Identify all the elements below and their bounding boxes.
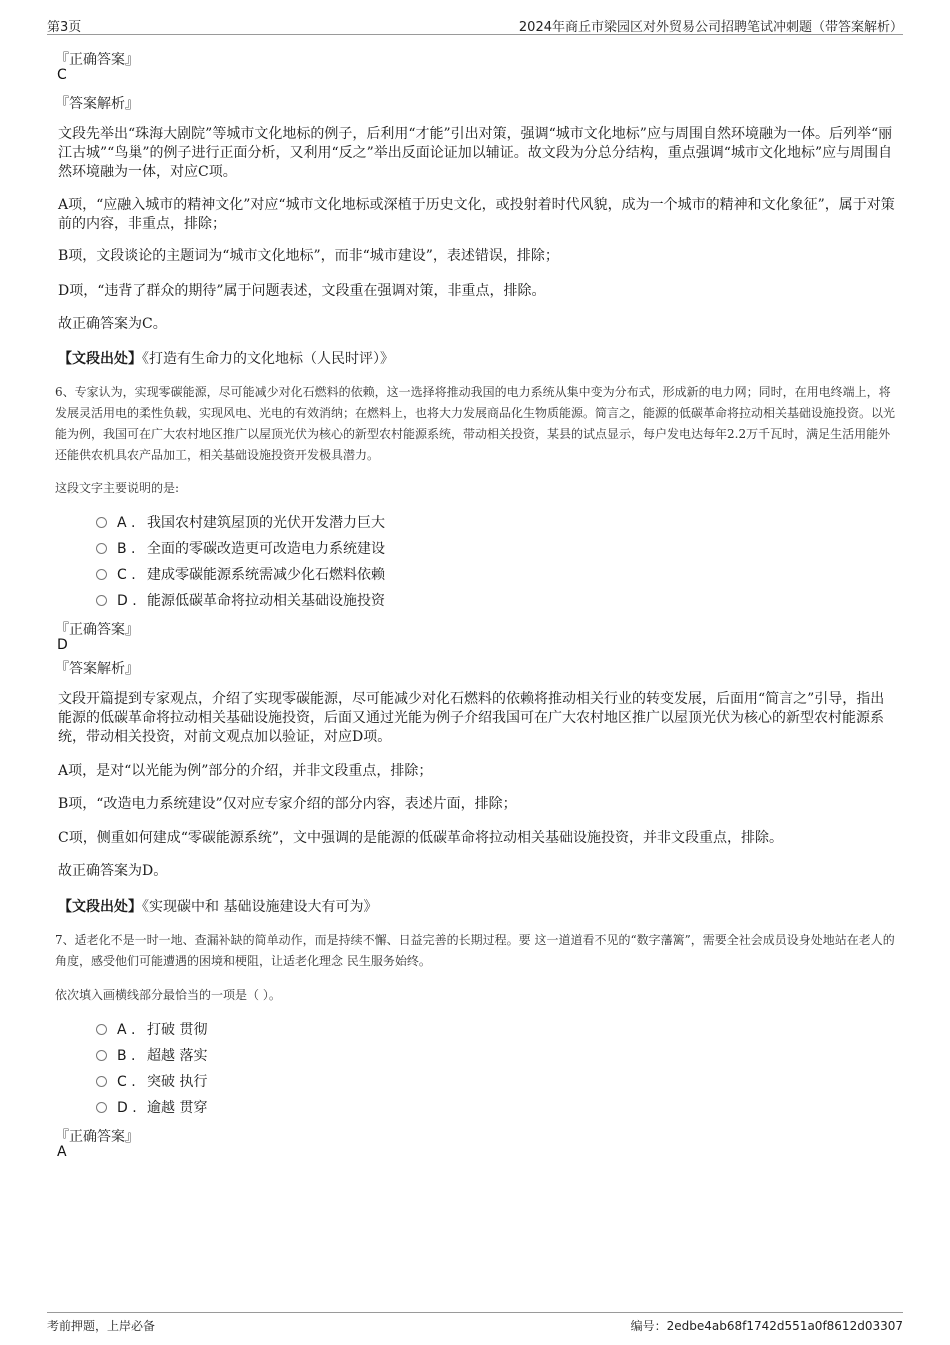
radio-icon[interactable] <box>96 543 107 554</box>
option-letter: A . <box>117 1022 136 1038</box>
radio-icon[interactable] <box>96 1024 107 1035</box>
footer-slogan: 考前押题，上岸必备 <box>47 1319 156 1333</box>
question-text: 7、适老化不是一时一地、查漏补缺的简单动作，而是持续不懈、日益完善的长期过程。要 这一道道看不见的“数字藩篱”，需要全社会成员设身处地站在老人的角度，感受他们可能遭遇的困境和梗阻，让适老化理念 民生服务始终。 <box>55 933 895 968</box>
source-title: 《打造有生命力的文化地标（人民时评）》 <box>142 351 394 367</box>
option-text: 突破 执行 <box>147 1074 208 1090</box>
document-id: 编号：2edbe4ab68f1742d551a0f8612d03307 <box>630 1319 903 1333</box>
correct-answer: D <box>57 637 68 653</box>
source-label: 【文段出处】 <box>58 351 142 367</box>
option-letter: D . <box>117 593 137 609</box>
option-text: 超越 落实 <box>147 1048 208 1064</box>
correct-answer: C <box>57 67 67 83</box>
answer-label: 『正确答案』 <box>55 622 139 638</box>
option-letter: B . <box>117 541 136 557</box>
question-stem: 依次填入画横线部分最恰当的一项是（ ）。 <box>55 988 281 1002</box>
source-citation <box>58 896 377 916</box>
source-title: 《实现碳中和 基础设施建设大有可为》 <box>142 899 378 915</box>
correct-answer: A <box>57 1144 67 1160</box>
source-label: 【文段出处】 <box>58 899 142 915</box>
option-c[interactable] <box>96 1071 207 1091</box>
document-title: 2024年商丘市梁园区对外贸易公司招聘笔试冲刺题（带答案解析） <box>518 20 903 35</box>
radio-icon[interactable] <box>96 595 107 606</box>
analysis-paragraph: B项，“改造电力系统建设”仅对应专家介绍的部分内容，表述片面，排除； <box>58 796 517 812</box>
analysis-paragraph: B项，文段谈论的主题词为“城市文化地标”，而非“城市建设”，表述错误，排除； <box>58 248 559 264</box>
analysis-label: 『答案解析』 <box>55 661 139 677</box>
option-letter: A . <box>117 515 136 531</box>
question-stem: 这段文字主要说明的是: <box>55 481 180 495</box>
page-header <box>47 14 903 35</box>
option-letter: C . <box>117 1074 136 1090</box>
answer-label: 『正确答案』 <box>55 52 139 68</box>
analysis-paragraph: A项，“应融入城市的精神文化”对应“城市文化地标或深植于历史文化，或投射着时代风貌，成为一个城市的精神和文化象征”，属于对策前的内容，非重点，排除； <box>58 197 895 232</box>
radio-icon[interactable] <box>96 1050 107 1061</box>
option-b[interactable] <box>96 1045 207 1065</box>
option-d[interactable] <box>96 590 385 610</box>
page-footer <box>47 1312 903 1333</box>
option-letter: B . <box>117 1048 136 1064</box>
analysis-paragraph: A项，是对“以光能为例”部分的介绍，并非文段重点，排除； <box>58 763 433 779</box>
option-text: 打破 贯彻 <box>147 1022 208 1038</box>
analysis-paragraph: 故正确答案为C。 <box>58 316 167 332</box>
option-text: 逾越 贯穿 <box>147 1100 208 1116</box>
option-b[interactable] <box>96 538 385 558</box>
radio-icon[interactable] <box>96 517 107 528</box>
radio-icon[interactable] <box>96 1102 107 1113</box>
option-letter: C . <box>117 567 136 583</box>
radio-icon[interactable] <box>96 1076 107 1087</box>
analysis-label: 『答案解析』 <box>55 96 139 112</box>
option-text: 全面的零碳改造更可改造电力系统建设 <box>147 541 385 557</box>
analysis-paragraph: 文段先举出“珠海大剧院”等城市文化地标的例子，后利用“才能”引出对策，强调“城市文化地标”应与周围自然环境融为一体。后列举“丽江古城”“鸟巢”的例子进行正面分析，又利用“反之”举出反面论证加以辅证。故文段为分总分结构，重点强调“城市文化地标”应与周围自然环境融为一体，对应C项。 <box>58 126 893 180</box>
question-text: 6、专家认为，实现零碳能源，尽可能减少对化石燃料的依赖，这一选择将推动我国的电力系统从集中变为分布式，形成新的电力网；同时，在用电终端上，将发展灵活用电的柔性负载，实现风电、光电的有效消纳；在燃料上，也将大力发展商品化生物质能源。简言之，能源的低碳革命将拉动相关基础设施投资。以光能为例，我国可在广大农村地区推广以屋顶光伏为核心的新型农村能源系统，带动相关投资，某县的试点显示，每户发电达每年2.2万千瓦时，满足生活用能外还能供农机具农产品加工，相关基础设施投资开发极具潜力。 <box>55 385 896 462</box>
analysis-paragraph: C项，侧重如何建成“零碳能源系统”，文中强调的是能源的低碳革命将拉动相关基础设施投资，并非文段重点，排除。 <box>58 830 784 846</box>
option-d[interactable] <box>96 1097 207 1117</box>
radio-icon[interactable] <box>96 569 107 580</box>
option-letter: D . <box>117 1100 137 1116</box>
option-a[interactable] <box>96 1019 207 1039</box>
option-text: 建成零碳能源系统需减少化石燃料依赖 <box>147 567 385 583</box>
option-text: 能源低碳革命将拉动相关基础设施投资 <box>147 593 385 609</box>
answer-label: 『正确答案』 <box>55 1129 139 1145</box>
option-c[interactable] <box>96 564 385 584</box>
option-a[interactable] <box>96 512 385 532</box>
analysis-paragraph: 故正确答案为D。 <box>58 863 168 879</box>
analysis-paragraph: 文段开篇提到专家观点，介绍了实现零碳能源，尽可能减少对化石燃料的依赖将推动相关行业的转变发展，后面用“简言之”引导，指出能源的低碳革命将拉动相关基础设施投资，后面又通过光能为例子介绍我国可在广大农村地区推广以屋顶光伏为核心的新型农村能源系统，带动相关投资，对前文观点加以验证，对应D项。 <box>58 691 885 745</box>
source-citation <box>58 348 394 368</box>
analysis-paragraph: D项，“违背了群众的期待”属于问题表述，文段重在强调对策，非重点，排除。 <box>58 283 546 299</box>
option-text: 我国农村建筑屋顶的光伏开发潜力巨大 <box>147 515 385 531</box>
page-number: 第3页 <box>47 20 82 35</box>
